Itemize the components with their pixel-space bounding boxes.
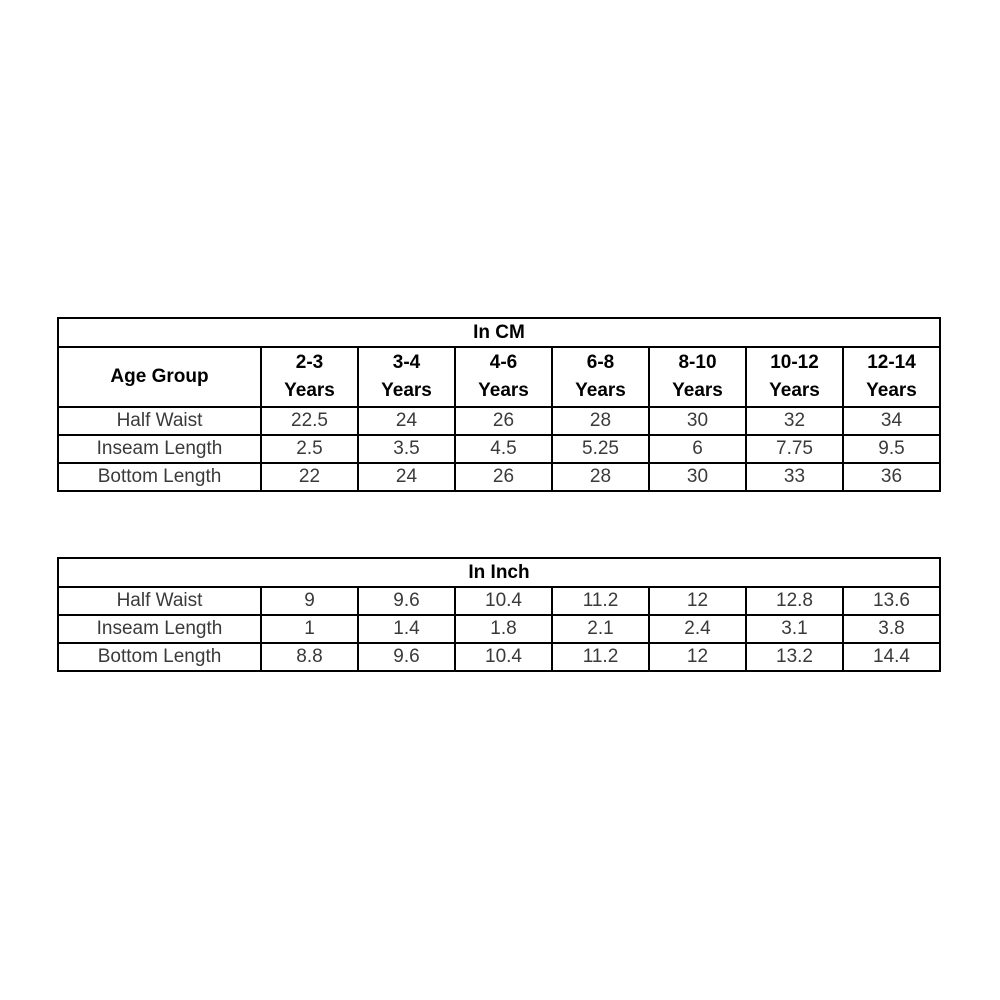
value-cell: 36 bbox=[843, 463, 940, 491]
value-cell: 11.2 bbox=[552, 643, 649, 671]
value-cell: 2.1 bbox=[552, 615, 649, 643]
age-col-header bbox=[843, 347, 940, 407]
age-col-header bbox=[746, 347, 843, 407]
value-cell: 1 bbox=[261, 615, 358, 643]
value-cell: 13.2 bbox=[746, 643, 843, 671]
age-col-header bbox=[358, 347, 455, 407]
age-unit-label: Years bbox=[575, 380, 626, 401]
value-cell: 9 bbox=[261, 587, 358, 615]
age-col-header bbox=[455, 347, 552, 407]
cm-table-title: In CM bbox=[58, 318, 940, 347]
age-unit-label: Years bbox=[381, 380, 432, 401]
value-cell: 3.8 bbox=[843, 615, 940, 643]
table-row bbox=[58, 587, 940, 615]
age-col-header bbox=[261, 347, 358, 407]
value-cell: 28 bbox=[552, 463, 649, 491]
table-row bbox=[58, 615, 940, 643]
value-cell: 7.75 bbox=[746, 435, 843, 463]
value-cell: 12 bbox=[649, 587, 746, 615]
value-cell: 24 bbox=[358, 463, 455, 491]
value-cell: 6 bbox=[649, 435, 746, 463]
value-cell: 26 bbox=[455, 463, 552, 491]
age-range-label: 4-6 bbox=[489, 352, 518, 373]
inch-size-table bbox=[57, 557, 941, 672]
value-cell: 2.4 bbox=[649, 615, 746, 643]
value-cell: 32 bbox=[746, 407, 843, 435]
value-cell: 9.6 bbox=[358, 587, 455, 615]
inch-table-title: In Inch bbox=[58, 558, 940, 587]
value-cell: 4.5 bbox=[455, 435, 552, 463]
table-row bbox=[58, 435, 940, 463]
table-row bbox=[58, 407, 940, 435]
value-cell: 1.8 bbox=[455, 615, 552, 643]
value-cell: 26 bbox=[455, 407, 552, 435]
age-unit-label: Years bbox=[672, 380, 723, 401]
value-cell: 2.5 bbox=[261, 435, 358, 463]
value-cell: 12.8 bbox=[746, 587, 843, 615]
value-cell: 10.4 bbox=[455, 643, 552, 671]
value-cell: 33 bbox=[746, 463, 843, 491]
row-label: Half Waist bbox=[58, 587, 261, 615]
table-row bbox=[58, 643, 940, 671]
value-cell: 1.4 bbox=[358, 615, 455, 643]
value-cell: 34 bbox=[843, 407, 940, 435]
value-cell: 5.25 bbox=[552, 435, 649, 463]
value-cell: 13.6 bbox=[843, 587, 940, 615]
age-range-label: 6-8 bbox=[586, 352, 615, 373]
value-cell: 28 bbox=[552, 407, 649, 435]
age-range-label: 12-14 bbox=[867, 352, 916, 373]
age-col-header bbox=[649, 347, 746, 407]
inch-title-row bbox=[58, 558, 940, 587]
age-unit-label: Years bbox=[284, 380, 335, 401]
cm-age-header-row bbox=[58, 347, 940, 407]
value-cell: 24 bbox=[358, 407, 455, 435]
age-unit-label: Years bbox=[866, 380, 917, 401]
value-cell: 12 bbox=[649, 643, 746, 671]
age-range-label: 10-12 bbox=[770, 352, 819, 373]
value-cell: 30 bbox=[649, 463, 746, 491]
cm-title-row bbox=[58, 318, 940, 347]
age-range-label: 8-10 bbox=[678, 352, 717, 373]
value-cell: 22.5 bbox=[261, 407, 358, 435]
row-label: Inseam Length bbox=[58, 615, 261, 643]
value-cell: 14.4 bbox=[843, 643, 940, 671]
cm-size-table bbox=[57, 317, 941, 492]
table-row bbox=[58, 463, 940, 491]
value-cell: 30 bbox=[649, 407, 746, 435]
value-cell: 9.5 bbox=[843, 435, 940, 463]
value-cell: 10.4 bbox=[455, 587, 552, 615]
age-group-corner-cell: Age Group bbox=[58, 347, 261, 407]
age-unit-label: Years bbox=[478, 380, 529, 401]
row-label: Bottom Length bbox=[58, 463, 261, 491]
row-label: Half Waist bbox=[58, 407, 261, 435]
value-cell: 3.1 bbox=[746, 615, 843, 643]
value-cell: 3.5 bbox=[358, 435, 455, 463]
value-cell: 9.6 bbox=[358, 643, 455, 671]
age-range-label: 3-4 bbox=[392, 352, 421, 373]
age-unit-label: Years bbox=[769, 380, 820, 401]
age-col-header bbox=[552, 347, 649, 407]
value-cell: 11.2 bbox=[552, 587, 649, 615]
row-label: Inseam Length bbox=[58, 435, 261, 463]
age-range-label: 2-3 bbox=[295, 352, 324, 373]
row-label: Bottom Length bbox=[58, 643, 261, 671]
value-cell: 22 bbox=[261, 463, 358, 491]
value-cell: 8.8 bbox=[261, 643, 358, 671]
